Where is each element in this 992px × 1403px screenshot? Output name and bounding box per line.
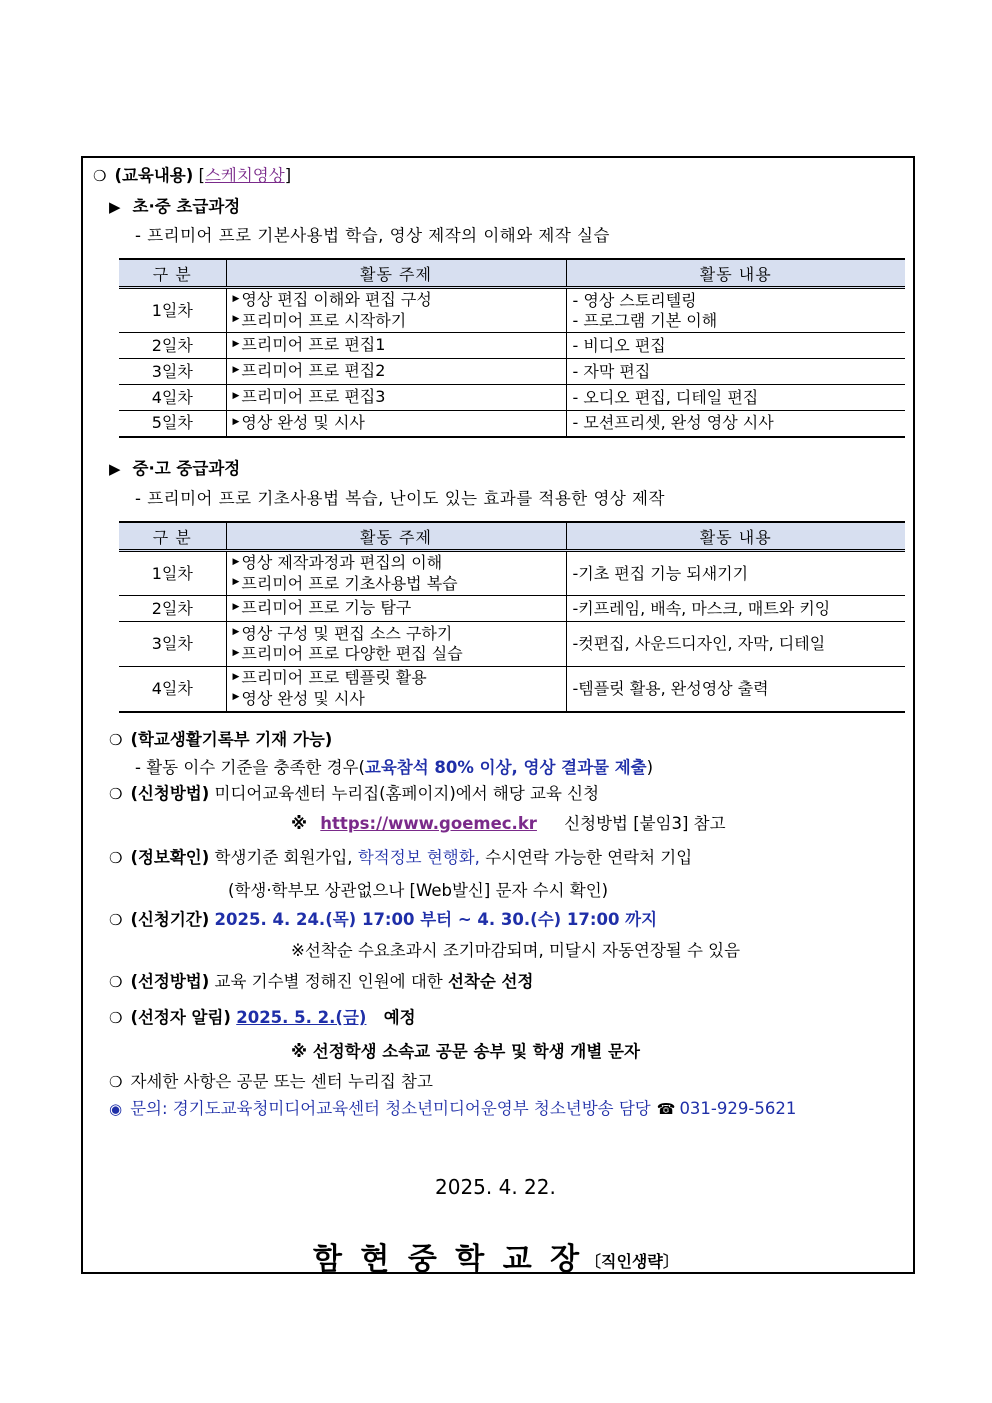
edu-content-label: (교육내용)	[114, 166, 194, 185]
triangle-bullet-icon: ▶	[232, 364, 240, 375]
table-row	[119, 622, 905, 667]
col-header: 구 분	[119, 522, 226, 551]
arrow-right-icon: ▶	[109, 198, 121, 216]
triangle-bullet-icon: ▶	[232, 647, 240, 658]
day-cell: 4일차	[119, 667, 226, 712]
course2-table	[119, 521, 905, 713]
circle-bullet-icon: ❍	[109, 973, 123, 991]
topic-text: 프리미어 프로 기능 탐구	[241, 598, 412, 618]
triangle-bullet-icon: ▶	[232, 627, 240, 637]
topic-text: 영상 완성 및 시사	[241, 688, 365, 708]
table-row	[119, 551, 905, 596]
table-row	[119, 596, 905, 622]
day-cell: 2일차	[119, 596, 226, 622]
topic-text: 프리미어 프로 편집1	[241, 335, 386, 355]
content-cell: -기초 편집 기능 되새기기	[566, 551, 905, 596]
period-label: (신청기간)	[130, 910, 210, 929]
content-cell: -템플릿 활용, 완성영상 출력	[566, 667, 905, 712]
details-line	[109, 1068, 433, 1092]
selection-text: 교육 기수별 정해진 인원에 대한	[214, 972, 443, 991]
selection-bold: 선착순 선정	[447, 972, 534, 991]
notice-label: (선정자 알림)	[130, 1008, 231, 1027]
content-cell: - 자막 편집	[566, 359, 905, 385]
topic-text: 영상 편집 이해와 편집 구성	[241, 290, 432, 309]
topic-text: 프리미어 프로 편집2	[241, 361, 386, 381]
topic-text: 영상 구성 및 편집 소스 구하기	[241, 623, 453, 643]
table-row	[119, 288, 905, 333]
period-note: ※선착순 수요초과시 조기마감되며, 미달시 자동연장될 수 있음	[291, 941, 741, 960]
col-header: 구 분	[119, 259, 226, 288]
record-line	[109, 726, 332, 750]
record-desc-highlight: 교육참석 80% 이상, 영상 결과물 제출	[364, 758, 647, 777]
info-check-line	[109, 844, 692, 868]
apply-method-line	[109, 780, 599, 804]
signer-name: 함 현 중 학 교 장	[313, 1242, 584, 1277]
circle-bullet-icon: ❍	[109, 849, 123, 867]
content-cell: -키프레임, 배속, 마스크, 매트와 키잉	[566, 596, 905, 622]
table-row	[119, 359, 905, 385]
record-desc-prefix: - 활동 이수 기준을 충족한 경우(	[135, 758, 365, 777]
topic-cell	[226, 333, 566, 359]
notice-suffix: 예정	[383, 1008, 416, 1027]
circle-bullet-icon: ❍	[109, 911, 123, 929]
day-cell: 3일차	[119, 359, 226, 385]
table-row	[119, 385, 905, 411]
info-check-prefix: 학생기준 회원가입,	[214, 848, 353, 867]
bracket-open: [	[198, 166, 205, 185]
triangle-bullet-icon: ▶	[232, 390, 240, 401]
notice-note: ※ 선정학생 소속교 공문 송부 및 학생 개별 문자	[291, 1042, 640, 1061]
topic-text: 영상 완성 및 시사	[241, 413, 365, 432]
topic-cell	[226, 596, 566, 622]
topic-cell	[226, 667, 566, 712]
record-label: (학교생활기록부 기재 가능)	[130, 730, 333, 749]
contact-phone: 031-929-5621	[679, 1099, 797, 1118]
content-cell: - 오디오 편집, 디테일 편집	[566, 385, 905, 411]
apply-note-suffix: 신청방법 [붙임3] 참고	[564, 814, 726, 833]
triangle-bullet-icon: ▶	[232, 338, 240, 349]
note-mark: ※	[291, 814, 308, 833]
circle-bullet-icon: ❍	[109, 1009, 123, 1027]
course1-title: 초·중 초급과정	[132, 197, 241, 216]
bracket-close: ]	[284, 166, 292, 185]
col-header: 활동 내용	[566, 259, 905, 288]
topic-cell	[226, 385, 566, 411]
contact-text: 문의: 경기도교육청미디어교육센터 청소년미디어운영부 청소년방송 담당	[130, 1099, 651, 1118]
content-text: - 영상 스토리텔링	[572, 290, 697, 310]
details-text: 자세한 사항은 공문 또는 센터 누리집 참고	[130, 1072, 433, 1091]
day-cell: 3일차	[119, 622, 226, 667]
table-row	[119, 667, 905, 712]
triangle-bullet-icon: ▶	[232, 314, 240, 324]
contact-line	[109, 1095, 796, 1119]
period-text: 2025. 4. 24.(목) 17:00 부터 ~ 4. 30.(수) 17:00 까지	[214, 910, 658, 929]
content-text: - 프로그램 기본 이해	[572, 310, 718, 330]
triangle-bullet-icon: ▶	[232, 671, 240, 682]
day-cell: 2일차	[119, 333, 226, 359]
topic-cell	[226, 622, 566, 667]
info-check-blue: 학적정보 현행화,	[357, 848, 480, 867]
topic-text: 프리미어 프로 시작하기	[241, 310, 407, 330]
topic-cell	[226, 551, 566, 596]
triangle-bullet-icon: ▶	[232, 416, 240, 427]
record-desc	[135, 754, 653, 778]
topic-cell	[226, 359, 566, 385]
topic-cell	[226, 411, 566, 437]
apply-note-line	[291, 810, 726, 834]
circle-bullet-icon: ❍	[93, 167, 107, 185]
seal-omitted-note: 〔직인생략〕	[585, 1252, 679, 1271]
topic-text: 프리미어 프로 템플릿 활용	[241, 668, 427, 688]
selection-line	[109, 968, 533, 992]
topic-text: 프리미어 프로 다양한 편집 실습	[241, 644, 463, 663]
topic-text: 프리미어 프로 편집3	[241, 387, 386, 407]
fisheye-bullet-icon: ◉	[109, 1100, 123, 1118]
day-cell: 1일차	[119, 288, 226, 333]
topic-cell	[226, 288, 566, 333]
col-header: 활동 주제	[226, 259, 566, 288]
col-header: 활동 내용	[566, 522, 905, 551]
selection-label: (선정방법)	[130, 972, 210, 991]
course1-title-line	[109, 193, 240, 217]
triangle-bullet-icon: ▶	[232, 293, 240, 304]
course2-title: 중·고 중급과정	[132, 459, 241, 478]
sketch-video-link[interactable]: 스케치영상	[204, 166, 285, 185]
triangle-bullet-icon: ▶	[232, 601, 240, 612]
course2-title-line	[109, 455, 240, 479]
content-cell: - 비디오 편집	[566, 333, 905, 359]
triangle-bullet-icon: ▶	[232, 577, 240, 587]
triangle-bullet-icon: ▶	[232, 692, 240, 703]
day-cell: 1일차	[119, 551, 226, 596]
apply-method-text: 미디어교육센터 누리집(홈페이지)에서 해당 교육 신청	[214, 784, 600, 803]
document-date: 2025. 4. 22.	[435, 1175, 556, 1199]
record-desc-suffix: )	[646, 758, 654, 777]
table-header-row	[119, 259, 905, 288]
circle-bullet-icon: ❍	[109, 1073, 123, 1091]
col-header: 활동 주제	[226, 522, 566, 551]
info-check-suffix: 수시연락 가능한 연락처 기입	[485, 848, 693, 867]
content-cell	[566, 288, 905, 333]
info-check-sub: (학생·학부모 상관없으나 [Web발신] 문자 수시 확인)	[228, 881, 609, 900]
document-frame	[81, 156, 915, 1277]
course1-desc: - 프리미어 프로 기본사용법 학습, 영상 제작의 이해와 제작 실습	[135, 226, 610, 245]
day-cell: 4일차	[119, 385, 226, 411]
phone-icon: ☎	[656, 1100, 676, 1118]
info-check-label: (정보확인)	[130, 848, 210, 867]
notice-date: 2025. 5. 2.(금)	[236, 1008, 367, 1027]
notice-line	[109, 1004, 416, 1028]
course2-desc: - 프리미어 프로 기초사용법 복습, 난이도 있는 효과를 적용한 영상 제작	[135, 489, 665, 508]
course1-table	[119, 258, 905, 438]
arrow-right-icon: ▶	[109, 460, 121, 478]
content-cell: -컷편집, 사운드디자인, 자막, 디테일	[566, 622, 905, 667]
topic-text: 프리미어 프로 기초사용법 복습	[241, 573, 458, 593]
goemec-url-link[interactable]: https://www.goemec.kr	[320, 814, 537, 833]
period-line	[109, 906, 657, 930]
apply-method-label: (신청방법)	[130, 784, 210, 803]
table-header-row	[119, 522, 905, 551]
day-cell: 5일차	[119, 411, 226, 437]
circle-bullet-icon: ❍	[109, 731, 123, 749]
circle-bullet-icon: ❍	[109, 785, 123, 803]
triangle-bullet-icon: ▶	[232, 556, 240, 567]
table-row	[119, 411, 905, 437]
content-cell: - 모션프리셋, 완성 영상 시사	[566, 411, 905, 437]
topic-text: 영상 제작과정과 편집의 이해	[241, 553, 443, 572]
edu-content-line	[93, 162, 291, 186]
table-row	[119, 333, 905, 359]
